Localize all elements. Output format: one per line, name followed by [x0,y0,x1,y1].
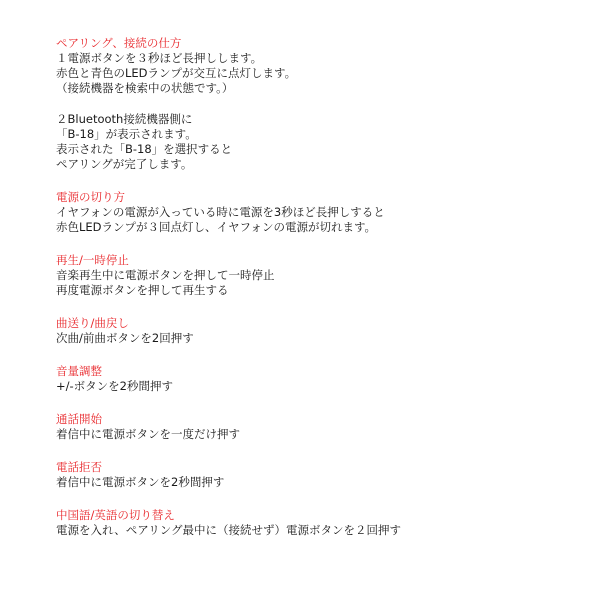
instruction-line: イヤフォンの電源が入っている時に電源を3秒ほど長押しすると [56,205,385,219]
instruction-line: 電源を入れ、ペアリング最中に（接続せず）電源ボタンを２回押す [56,523,401,537]
instruction-line: 赤色LEDランプが３回点灯し、イヤフォンの電源が切れます。 [56,220,377,234]
section-heading: 音量調整 [56,364,102,378]
instruction-document [56,36,576,556]
section-heading: 電源の切り方 [56,190,125,204]
section-heading: 曲送り/曲戻し [56,316,129,330]
section-volume [56,364,576,394]
instruction-line: 着信中に電源ボタンを一度だけ押す [56,427,240,441]
instruction-line: ２Bluetooth接続機器側に [56,112,193,126]
section-track-skip [56,316,576,346]
section-answer-call [56,412,576,442]
instruction-line: １電源ボタンを３秒ほど長押しします。 [56,51,263,65]
instruction-line: 赤色と青色のLEDランプが交互に点灯します。 [56,66,297,80]
section-heading: 再生/一時停止 [56,253,129,267]
section-language-switch [56,508,576,538]
section-heading: 通話開始 [56,412,102,426]
paragraph-spacer [56,96,576,112]
instruction-line: +/-ボタンを2秒間押す [56,379,173,393]
instruction-line: ペアリングが完了します。 [56,157,193,171]
section-reject-call [56,460,576,490]
instruction-line: 表示された「B-18」を選択すると [56,142,233,156]
section-heading: 中国語/英語の切り替え [56,508,175,522]
section-heading: ペアリング、接続の仕方 [56,36,182,50]
instruction-line: 音楽再生中に電源ボタンを押して一時停止 [56,268,275,282]
instruction-line: 再度電源ボタンを押して再生する [56,283,229,297]
section-pairing [56,36,576,172]
section-play-pause [56,253,576,298]
instruction-line: 次曲/前曲ボタンを2回押す [56,331,194,345]
section-power-off [56,190,576,235]
instruction-line: 「B-18」が表示されます。 [56,127,197,141]
instruction-line: （接続機器を検索中の状態です。） [56,81,234,95]
instruction-line: 着信中に電源ボタンを2秒間押す [56,475,225,489]
section-heading: 電話拒否 [56,460,102,474]
